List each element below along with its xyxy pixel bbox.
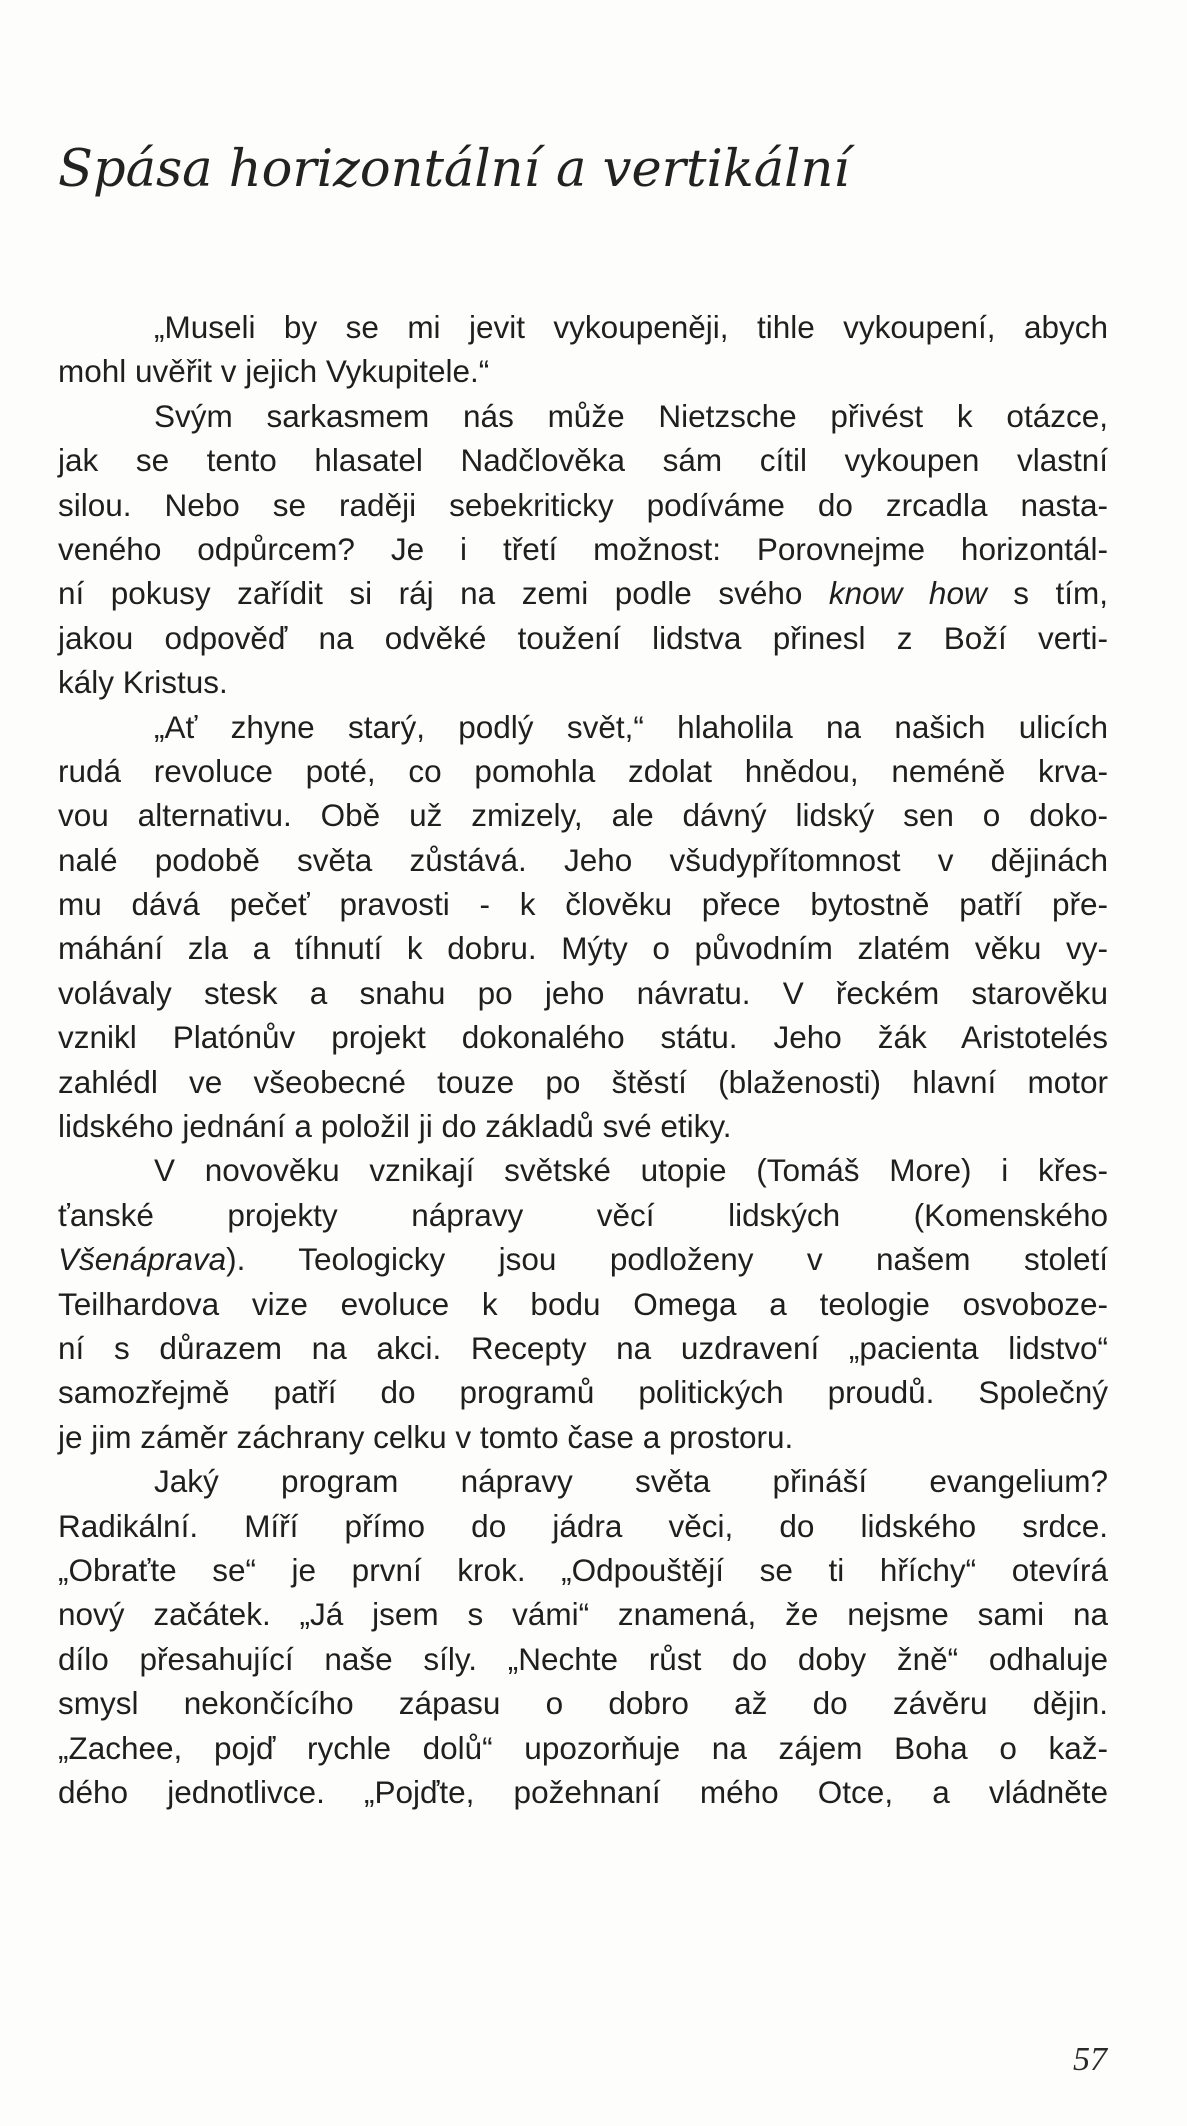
text-segment: s tím, <box>986 575 1109 612</box>
paragraph-2 <box>58 394 1108 705</box>
text-line: rudá revoluce poté, co pomohla zdolat hnědou, neméně krva- <box>58 752 1108 789</box>
text-line: Jaký program nápravy světa přináší evangelium? <box>154 1463 1108 1500</box>
text-line: mohl uvěřit v jejich Vykupitele.“ <box>58 353 490 390</box>
text-line: samozřejmě patří do programů politických proudů. Společný <box>58 1374 1108 1411</box>
text-line: vznikl Platónův projekt dokonalého státu. Jeho žák Aristotelés <box>58 1019 1108 1056</box>
text-line: ní s důrazem na akci. Recepty na uzdravení „pacienta lidstvo“ <box>58 1329 1108 1366</box>
text-line: lidského jednání a položil ji do základů své etiky. <box>58 1108 732 1145</box>
text-line: „Zachee, pojď rychle dolů“ upozorňuje na zájem Boha o kaž- <box>58 1729 1108 1766</box>
text-line: dílo přesahující naše síly. „Nechte růst do doby žně“ odhaluje <box>58 1640 1108 1677</box>
text-line: veného odpůrcem? Je i třetí možnost: Porovnejme horizontál- <box>58 530 1108 567</box>
text-segment: ní pokusy zařídit si ráj na zemi podle svého <box>58 575 829 612</box>
paragraph-4 <box>58 1148 1108 1459</box>
text-line: dého jednotlivce. „Pojďte, požehnaní mého Otce, a vládněte <box>58 1773 1108 1810</box>
text-line: „Obraťte se“ je první krok. „Odpouštějí se ti hříchy“ otevírá <box>58 1551 1108 1588</box>
text-line: mu dává pečeť pravosti - k člověku přece bytostně patří pře- <box>58 886 1108 923</box>
emphasis-vsenaprava: Všenáprava <box>58 1241 227 1278</box>
text-line: Radikální. Míří přímo do jádra věci, do lidského srdce. <box>58 1507 1108 1544</box>
text-line: „Ať zhyne starý, podlý svět,“ hlaholila na našich ulicích <box>154 708 1108 745</box>
page-number: 57 <box>1073 2041 1107 2078</box>
paragraph-3 <box>58 705 1108 1149</box>
text-line: silou. Nebo se raději sebekriticky podíváme do zrcadla nasta- <box>58 486 1108 523</box>
text-line: volávaly stesk a snahu po jeho návratu. V řeckém starověku <box>58 974 1108 1011</box>
paragraph-1 <box>58 305 1108 394</box>
text-line: jakou odpověď na odvěké toužení lidstva přinesl z Boží verti- <box>58 619 1108 656</box>
text-segment: ). Teologicky jsou podloženy v našem století <box>226 1241 1108 1278</box>
text-line: kály Kristus. <box>58 664 228 701</box>
emphasis-know-how: know how <box>828 575 987 612</box>
text-line: nalé podobě světa zůstává. Jeho všudypřítomnost v dějinách <box>58 841 1108 878</box>
text-line: máhání zla a tíhnutí k dobru. Mýty o původním zlatém věku vy- <box>58 930 1108 967</box>
body-text <box>58 305 1108 1814</box>
text-line: jak se tento hlasatel Nadčlověka sám cítil vykoupen vlastní <box>58 442 1108 479</box>
text-line: vou alternativu. Obě už zmizely, ale dávný lidský sen o doko- <box>58 797 1108 834</box>
text-line-with-emphasis <box>58 571 1108 615</box>
text-line: smysl nekončícího zápasu o dobro až do závěru dějin. <box>58 1685 1108 1722</box>
chapter-title: Spása horizontální a vertikální <box>58 140 850 199</box>
text-line: nový začátek. „Já jsem s vámi“ znamená, že nejsme sami na <box>58 1596 1108 1633</box>
text-line: Svým sarkasmem nás může Nietzsche přivést k otázce, <box>154 397 1108 434</box>
text-line: V novověku vznikají světské utopie (Tomáš More) i křes- <box>154 1152 1108 1189</box>
text-line: je jim záměr záchrany celku v tomto čase a prostoru. <box>58 1418 794 1455</box>
text-line: ťanské projekty nápravy věcí lidských (Komenského <box>58 1196 1108 1233</box>
text-line: zahlédl ve všeobecné touze po štěstí (blaženosti) hlavní motor <box>58 1063 1108 1100</box>
text-line: Teilhardova vize evoluce k bodu Omega a teologie osvoboze- <box>58 1285 1108 1322</box>
text-line: „Museli by se mi jevit vykoupeněji, tihle vykoupení, abych <box>154 309 1108 345</box>
paragraph-5 <box>58 1459 1108 1814</box>
text-line-with-emphasis <box>58 1237 1108 1281</box>
